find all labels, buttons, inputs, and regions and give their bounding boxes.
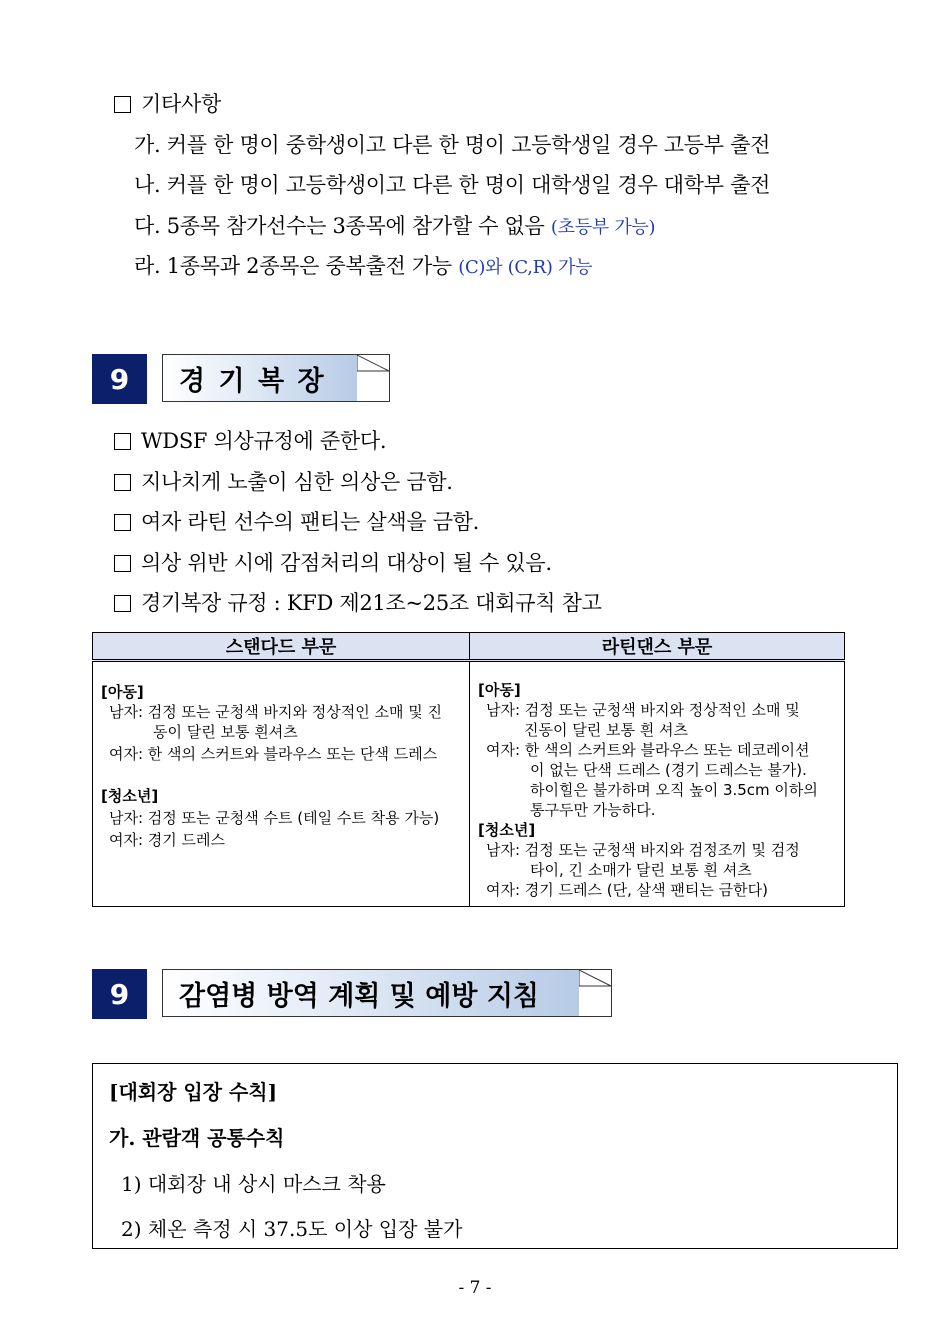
dress-item-1: WDSF 의상규정에 준한다. (114, 425, 386, 455)
page-fold-icon (357, 355, 390, 403)
latin-child-female-3: 하이힐은 불가하며 오직 높이 3.5cm 이하의 (530, 781, 818, 799)
latin-child-female-2: 이 없는 단색 드레스 (경기 드레스는 불가). (530, 761, 807, 779)
latin-youth-female: 여자: 경기 드레스 (단, 살색 팬티는 금한다) (486, 881, 768, 899)
latin-youth-male-2: 타이, 긴 소매가 달린 보통 흰 셔츠 (530, 861, 752, 879)
section-dress-number: 9 (92, 354, 147, 404)
checkbox-square-icon (114, 555, 131, 572)
table-row (93, 661, 845, 907)
misc-note-duplicate: (C)와 (C,R) 가능 (458, 257, 593, 278)
standard-child-male-1: 남자: 검정 또는 군청색 바지와 정상적인 소매 및 진 (109, 703, 443, 721)
misc-item-2: 나. 커플 한 명이 고등학생이고 다른 한 명이 대학생일 경우 대학부 출전 (134, 173, 771, 197)
dress-item-4: 의상 위반 시에 감점처리의 대상이 될 수 있음. (114, 547, 552, 577)
checkbox-square-icon (114, 474, 131, 491)
standard-youth-male: 남자: 검정 또는 군청색 수트 (테일 수트 착용 가능) (109, 809, 440, 827)
latin-youth-head: [청소년] (478, 821, 536, 839)
misc-item-3: 다. 5종목 참가선수는 3종목에 참가할 수 없음 (초등부 가능) (134, 214, 656, 238)
header-standard: 스탠다드 부문 (93, 633, 470, 661)
section-infection-number: 9 (92, 969, 147, 1019)
rule-item-mask: 1) 대회장 내 상시 마스크 착용 (121, 1172, 386, 1196)
misc-item-1: 가. 커플 한 명이 중학생이고 다른 한 명이 고등학생일 경우 고등부 출전 (134, 133, 771, 157)
cell-standard (93, 661, 470, 907)
checkbox-square-icon (114, 96, 131, 113)
latin-child-head: [아동] (478, 681, 521, 699)
dress-code-table (92, 632, 845, 907)
standard-child-head: [아동] (101, 683, 144, 701)
misc-item-4: 라. 1종목과 2종목은 중복출전 가능 (C)와 (C,R) 가능 (134, 254, 593, 278)
rule-item-temperature: 2) 체온 측정 시 37.5도 이상 입장 불가 (121, 1217, 463, 1241)
checkbox-square-icon (114, 433, 131, 450)
spectator-rules-subtitle: 가. 관람객 공통수칙 (109, 1126, 285, 1150)
page-fold-icon (579, 970, 612, 1018)
standard-child-male-2: 동이 달린 보통 흰셔츠 (153, 723, 298, 741)
header-latin: 라틴댄스 부문 (470, 633, 845, 661)
latin-child-male-2: 진동이 달린 보통 흰 셔츠 (524, 721, 688, 739)
dress-item-5: 경기복장 규정 : KFD 제21조~25조 대회규칙 참고 (114, 587, 602, 617)
standard-youth-head: [청소년] (101, 787, 159, 805)
dress-item-3: 여자 라틴 선수의 팬티는 살색을 금함. (114, 506, 479, 536)
section-infection-fold (579, 969, 612, 1017)
cell-latin (470, 661, 845, 907)
checkbox-square-icon (114, 514, 131, 531)
entry-rules-box (92, 1063, 898, 1249)
table-header-row (93, 633, 845, 661)
standard-youth-female: 여자: 경기 드레스 (109, 831, 226, 849)
latin-youth-male-1: 남자: 검정 또는 군청색 바지와 검정조끼 및 검정 (486, 841, 800, 859)
checkbox-square-icon (114, 595, 131, 612)
latin-child-male-1: 남자: 검정 또는 군청색 바지와 정상적인 소매 및 (486, 701, 800, 719)
entry-rules-title: [대회장 입장 수칙] (109, 1080, 278, 1104)
section-infection-title: 감염병 방역 계획 및 예방 지침 (162, 969, 580, 1017)
section-dress-fold (357, 354, 390, 402)
standard-child-female: 여자: 한 색의 스커트와 블라우스 또는 단색 드레스 (109, 745, 438, 763)
dress-item-2: 지나치게 노출이 심한 의상은 금함. (114, 466, 453, 496)
misc-note-elementary: (초등부 가능) (550, 217, 656, 238)
misc-heading: 기타사항 (114, 88, 221, 118)
latin-child-female-1: 여자: 한 색의 스커트와 블라우스 또는 데코레이션 (486, 741, 810, 759)
page-number: - 7 - (458, 1278, 492, 1298)
section-dress-title: 경 기 복 장 (162, 354, 358, 402)
latin-child-female-4: 통구두만 가능하다. (530, 801, 656, 819)
